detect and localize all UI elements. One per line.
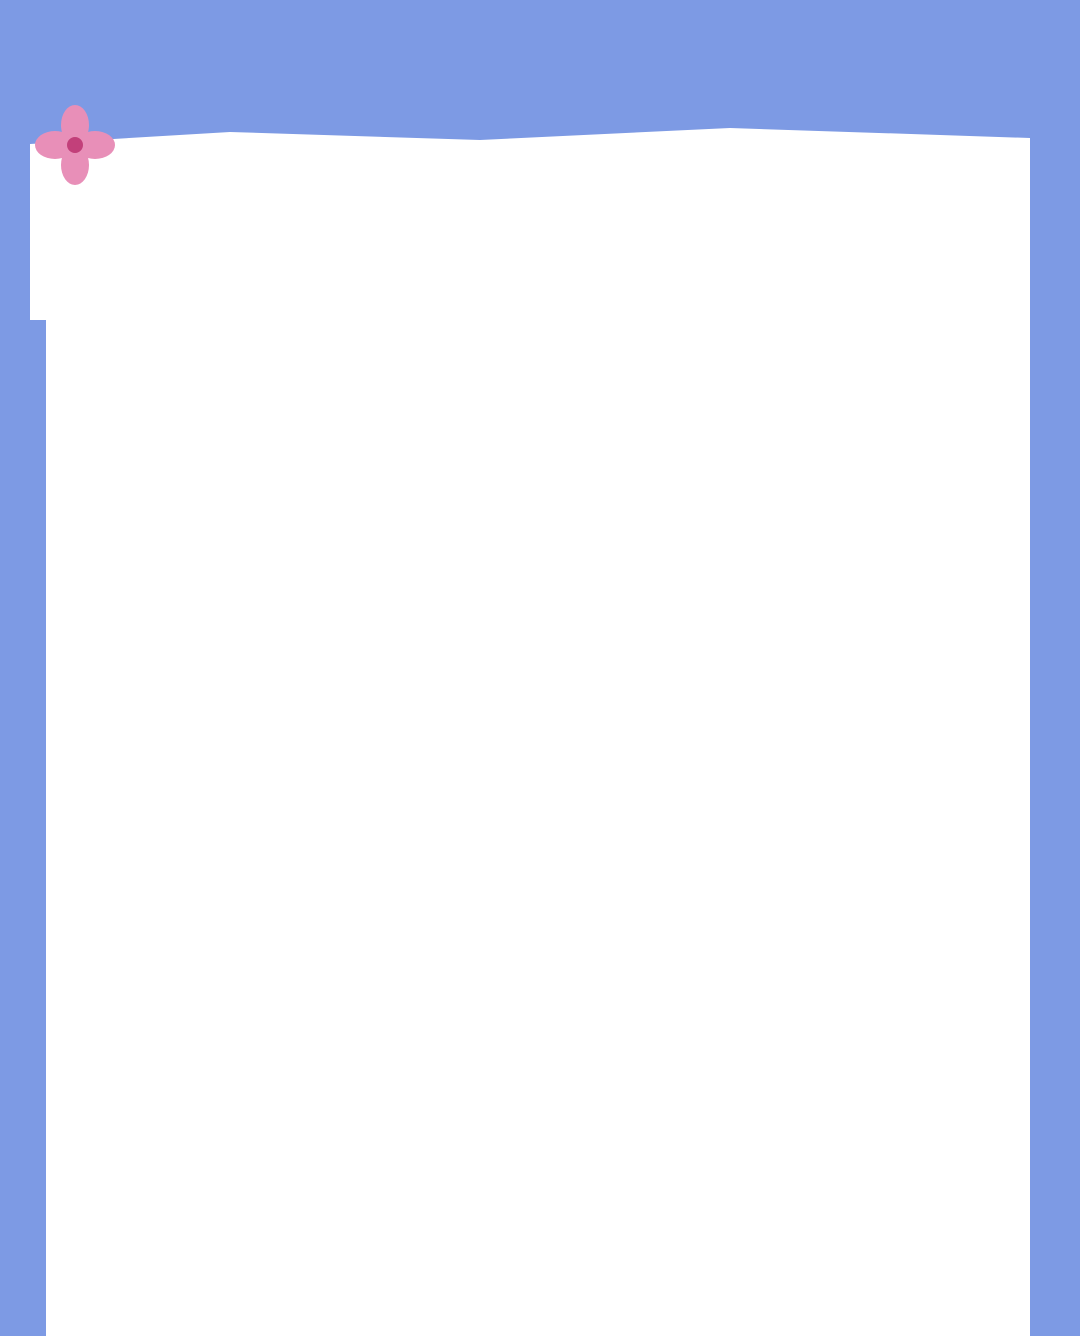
paper-banner bbox=[30, 120, 1030, 320]
flower-icon bbox=[30, 100, 120, 190]
expansion-table bbox=[46, 320, 1030, 1336]
